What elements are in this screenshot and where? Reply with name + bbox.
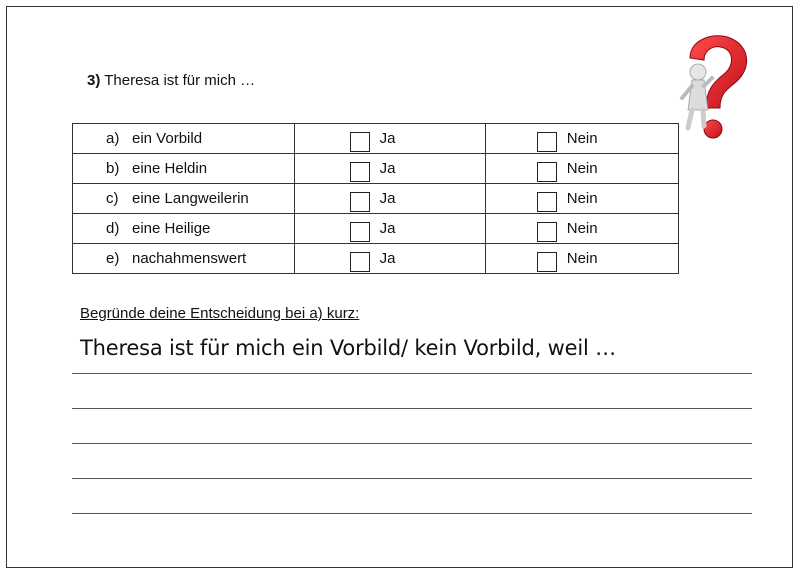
item-letter: a) xyxy=(106,130,120,147)
question-mark-figure-icon xyxy=(668,28,758,148)
item-label: eine Heldin xyxy=(132,160,208,177)
yes-label: Ja xyxy=(379,160,396,177)
no-label: Nein xyxy=(566,250,598,267)
yes-checkbox[interactable] xyxy=(350,192,370,212)
no-cell xyxy=(485,184,678,214)
item-cell xyxy=(73,154,295,184)
item-cell xyxy=(73,184,295,214)
item-letter: b) xyxy=(106,160,120,177)
item-cell xyxy=(73,244,295,274)
no-checkbox[interactable] xyxy=(537,222,557,242)
item-letter: c) xyxy=(106,190,119,207)
choice-row xyxy=(73,244,679,274)
no-checkbox[interactable] xyxy=(537,132,557,152)
no-cell xyxy=(485,124,678,154)
no-cell xyxy=(485,244,678,274)
no-checkbox[interactable] xyxy=(537,192,557,212)
no-label: Nein xyxy=(566,130,598,147)
question-number: 3) xyxy=(87,72,101,89)
yes-checkbox[interactable] xyxy=(350,222,370,242)
item-cell xyxy=(73,124,295,154)
no-checkbox[interactable] xyxy=(537,162,557,182)
choice-row xyxy=(73,184,679,214)
answer-line[interactable] xyxy=(72,443,752,444)
yes-label: Ja xyxy=(379,220,396,237)
item-letter: d) xyxy=(106,220,120,237)
yes-cell xyxy=(294,184,485,214)
choice-row xyxy=(73,214,679,244)
yes-checkbox[interactable] xyxy=(350,162,370,182)
yes-cell xyxy=(294,154,485,184)
no-cell xyxy=(485,214,678,244)
item-label: nachahmenswert xyxy=(132,250,247,267)
answer-line[interactable] xyxy=(72,478,752,479)
yes-checkbox[interactable] xyxy=(350,132,370,152)
no-cell xyxy=(485,154,678,184)
yes-cell xyxy=(294,244,485,274)
yes-label: Ja xyxy=(379,250,396,267)
choice-row xyxy=(73,154,679,184)
no-label: Nein xyxy=(566,160,598,177)
yes-label: Ja xyxy=(379,190,396,207)
no-checkbox[interactable] xyxy=(537,252,557,272)
answer-starter: Theresa ist für mich ein Vorbild/ kein Vorbild, weil … xyxy=(80,336,616,360)
question-text: Theresa ist für mich … xyxy=(104,72,256,89)
item-label: ein Vorbild xyxy=(132,130,203,147)
yes-checkbox[interactable] xyxy=(350,252,370,272)
item-letter: e) xyxy=(106,250,120,267)
yes-cell xyxy=(294,124,485,154)
reason-prompt: Begründe deine Entscheidung bei a) kurz: xyxy=(80,305,360,322)
yes-cell xyxy=(294,214,485,244)
yes-label: Ja xyxy=(379,130,396,147)
no-label: Nein xyxy=(566,190,598,207)
choice-table xyxy=(72,123,679,274)
item-cell xyxy=(73,214,295,244)
item-label: eine Langweilerin xyxy=(132,190,249,207)
choice-row xyxy=(73,124,679,154)
no-label: Nein xyxy=(566,220,598,237)
item-label: eine Heilige xyxy=(132,220,211,237)
answer-line[interactable] xyxy=(72,408,752,409)
answer-line[interactable] xyxy=(72,373,752,374)
question-heading xyxy=(87,72,255,89)
answer-line[interactable] xyxy=(72,513,752,514)
